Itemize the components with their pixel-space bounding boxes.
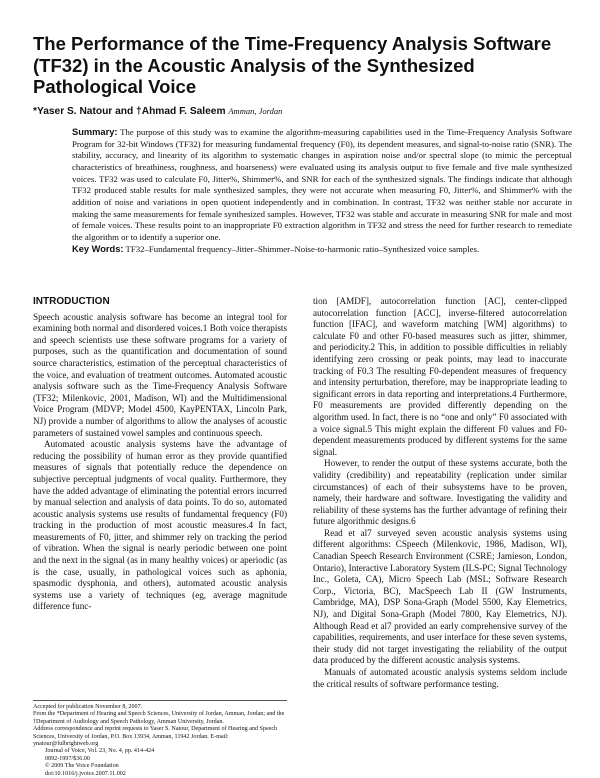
summary [72, 127, 572, 244]
author-affiliation: Amman, Jordan [228, 106, 283, 116]
section-heading-introduction: INTRODUCTION [33, 296, 110, 307]
left-paragraph-2: Automated acoustic analysis systems have the advantage of reducing the possibility of human error as they provide quantified measures of signals that potentially reduce the dependence on subjective perceptual judgments of vocal quality. Furthermore, they have the added advantage of eliminating the potential errors incurred by manual selection and analysis of data points. To do so, automated acoustic analysis systems use results of fundamental frequency (F0) tracking in the production of most acoustic measures.4 In fact, measurements of F0, jitter, and shimmer rely on tracking the period of vibration. When the signal is nearly periodic between one point and the next in the signal (as in many healthy voices) or aperiodic (as is the case, usually, in pathological voices such as aphonia, spasmodic dysphonia, and others), automated acoustic analysis systems use a variety of techniques (eg, average magnitude difference func- [33, 439, 287, 612]
footnote-accepted: Accepted for publication November 8, 2007. [33, 704, 143, 710]
author-line [33, 106, 573, 117]
right-paragraph-1: tion [AMDF], autocorrelation function [AC], center-clipped autocorrelation function [ACC], inverse-filtered autocorrelation function [IFAC], and waveform matching [WM] algorithms) to calculate F0 and other F0-based measures such as jitter, shimmer, and periodicity.2 This, in addition to possible difficulties in reliably identifying zero crossing or peak points, may lead to inaccurate tracking of F0.3 The resulting F0-dependent measures of frequency and intensity perturbation, therefore, may be inappropriate leading to significant errors in data reporting and interpretations.4 Furthermore, F0 measurements are provided differently depending on the algorithm used. In fact, there is no “one and only” F0 associated with a voice signal.5 This might explain the different F0 values and F0-dependent measurements produced by different systems for the same signal. [313, 296, 567, 457]
footnotes [33, 700, 287, 778]
summary-label: Summary: [72, 127, 118, 137]
right-paragraph-3: Read et al7 surveyed seven acoustic analysis systems using different algorithms: CSpeech (Milenkovic, 1986, Madison, WI), Canadian Speech Research Environment (CSRE; Jamieson, London, Ontario), Interactive Laboratory System (ILS-PC; Signal Technology Inc., Goleta, CA), Micro Speech Lab (MSL; Software Research Corp., Victoria, BC), MacSpeech Lab II (GW Instruments, Cambridge, MA), DSP Sona-Graph (Model 5500, Kay Elemetrics, NJ), and Digital Sona-Graph (Model 7800, Kay Elemetrics, NJ). Although Read et al7 provided an early comprehensive survey of the capabilities, requirements, and user interface for these seven systems, their study did not target investigating the reliability of the output data produced by the different acoustic analysis systems. [313, 527, 567, 666]
keywords-label: Key Words: [72, 243, 124, 254]
footnote-affiliations: From the *Department of Hearing and Speech Sciences, University of Jordan, Amman, Jordan; and the †Department of Audiology and Speech Pathology, Amman University, Jordan. [33, 711, 285, 725]
author-names: *Yaser S. Natour and †Ahmad F. Saleem [33, 106, 226, 117]
left-column [33, 296, 287, 613]
footnote-correspondence: Address correspondence and reprint requests to Yaser S. Natour, Department of Hearing and Speech Sciences, University of Jordan, P.O. Box 13934, Amman, 11942 Jordan. E-mail: ynatour@fulbrightweb.org [33, 726, 278, 748]
summary-text: The purpose of this study was to examine the algorithm-measuring capabilities used in the Time-Frequency Analysis Software Program for 32-bit Windows (TF32) for measuring fundamental frequency (F0), its dependent measures, and signal-to-noise ratio (SNR). The stability, accuracy, and linearity of its algorithm to systematic changes in aspiration noise and/or spectral slope (to mimic the perceptual characteristics of breathiness, roughness, and hoarseness) were evaluated using its analysis output to five female and five male synthesized voices. TF32 was used to calculate F0, Jitter%, Shimmer%, and SNR for each of the synthesized signals. The findings indicate that although TF32 produced stable results for male synthesized samples, they were not accurate when measuring F0, Jitter%, and Shimmer% with the addition of noise and variations in open quotient independently and in combination. In contrast, TF32 was neither stable nor accurate in making the same measurements for female synthesized samples. However, TF32 was stable and accurate in measuring SNR for male and most of female voices. These results point to an inappropriate F0 extraction algorithm in TF32 and stress the need for further research to remediate the algorithm or to identify a superior one. [72, 127, 573, 242]
footnote-journal: Journal of Voice, Vol. 23, No. 4, pp. 414-424 [45, 748, 155, 755]
article-title: The Performance of the Time-Frequency Analysis Software (TF32) in the Acoustic Analysis of the Synthesized Pathological Voice [33, 33, 552, 97]
footnote-doi: doi:10.1016/j.jvoice.2007.11.002 [45, 770, 126, 777]
abstract [72, 127, 572, 255]
right-paragraph-4: Manuals of automated acoustic analysis systems seldom include the critical results of software performance testing. [313, 667, 567, 689]
right-column [313, 296, 567, 690]
right-paragraph-2: However, to render the output of these systems accurate, both the validity (credibility) and repeatability (replication under similar circumstances) of each of their subsystems have to be proven, namely, their hardware and software. Investigating the validity and reliability of these systems has the further advantage of refining their future algorithmic designs.6 [313, 458, 567, 527]
footnote-copyright: © 2009 The Voice Foundation [45, 763, 119, 770]
footnote-issn: 0892-1997/$36.00 [45, 755, 90, 762]
keywords-text: TF32–Fundamental frequency–Jitter–Shimmer–Noise-to-harmonic ratio–Synthesized voice samples. [125, 243, 480, 254]
keywords [72, 244, 572, 256]
left-paragraph-1: Speech acoustic analysis software has become an integral tool for examining both normal and disordered voices.1 Both voice therapists and speech scientists use these software programs for a variety of purposes, such as the quantification and documentation of sound source characteristics, estimation of the perceptual characteristics of the voice, and evaluation of treatment outcomes. Automated acoustic analysis software such as the Time-Frequency Analysis Software (TF32; Milenkovic, 2001, Madison, WI) and the Multidimensional Voice Program (MDVP; Model 4500, KayPENTAX, Lincoln Park, NJ) provide a number of algorithms to allow the analyses of acoustic parameters of sustained vowel samples and continuous speech. [33, 311, 287, 438]
